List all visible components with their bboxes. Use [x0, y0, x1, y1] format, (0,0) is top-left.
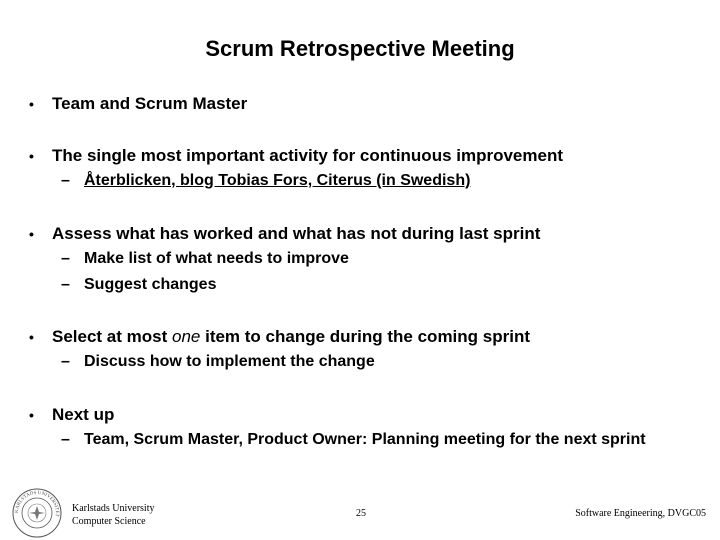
aterblicken-blog-link[interactable]: Återblicken, blog Tobias Fors, Citerus (in Swedish) [84, 172, 471, 189]
seal-text: KARLSTADS UNIVERSITET [14, 490, 60, 517]
bullet-marker: • [29, 148, 34, 164]
footer-university-name: Karlstads University [72, 503, 155, 514]
bullet-text-after: item to change during the coming sprint [200, 327, 530, 346]
sub-bullet-marker: – [61, 276, 70, 293]
sub-bullet-marker: – [61, 353, 70, 370]
sub-bullet-marker: – [61, 172, 70, 189]
emphasis-one: one [172, 327, 201, 346]
university-seal-logo [12, 488, 62, 538]
bullet-team-and-scrum-master: Team and Scrum Master [52, 94, 248, 113]
bullet-marker: • [29, 96, 34, 112]
bullet-marker: • [29, 226, 34, 242]
page-number: 25 [356, 508, 366, 519]
bullet-select-one-item [52, 327, 530, 347]
bullet-marker: • [29, 329, 34, 345]
sub-bullet-marker: – [61, 431, 70, 448]
sub-bullet-marker: – [61, 250, 70, 267]
bullet-text-before: Select at most [52, 327, 172, 346]
bullet-most-important-activity: The single most important activity for continuous improvement [52, 146, 564, 165]
sub-bullet-make-list: Make list of what needs to improve [84, 250, 349, 267]
slide-title: Scrum Retrospective Meeting [205, 36, 515, 61]
footer-course-name: Software Engineering, DVGC05 [575, 508, 706, 519]
sub-bullet-discuss-implementation: Discuss how to implement the change [84, 353, 375, 370]
sub-bullet-planning-meeting: Team, Scrum Master, Product Owner: Planning meeting for the next sprint [84, 431, 646, 448]
bullet-next-up: Next up [52, 405, 115, 424]
footer-department: Computer Science [72, 516, 146, 527]
bullet-assess-what-worked: Assess what has worked and what has not during last sprint [52, 224, 541, 243]
footer-university [72, 502, 155, 528]
bullet-marker: • [29, 407, 34, 423]
sub-bullet-suggest-changes: Suggest changes [84, 276, 217, 293]
